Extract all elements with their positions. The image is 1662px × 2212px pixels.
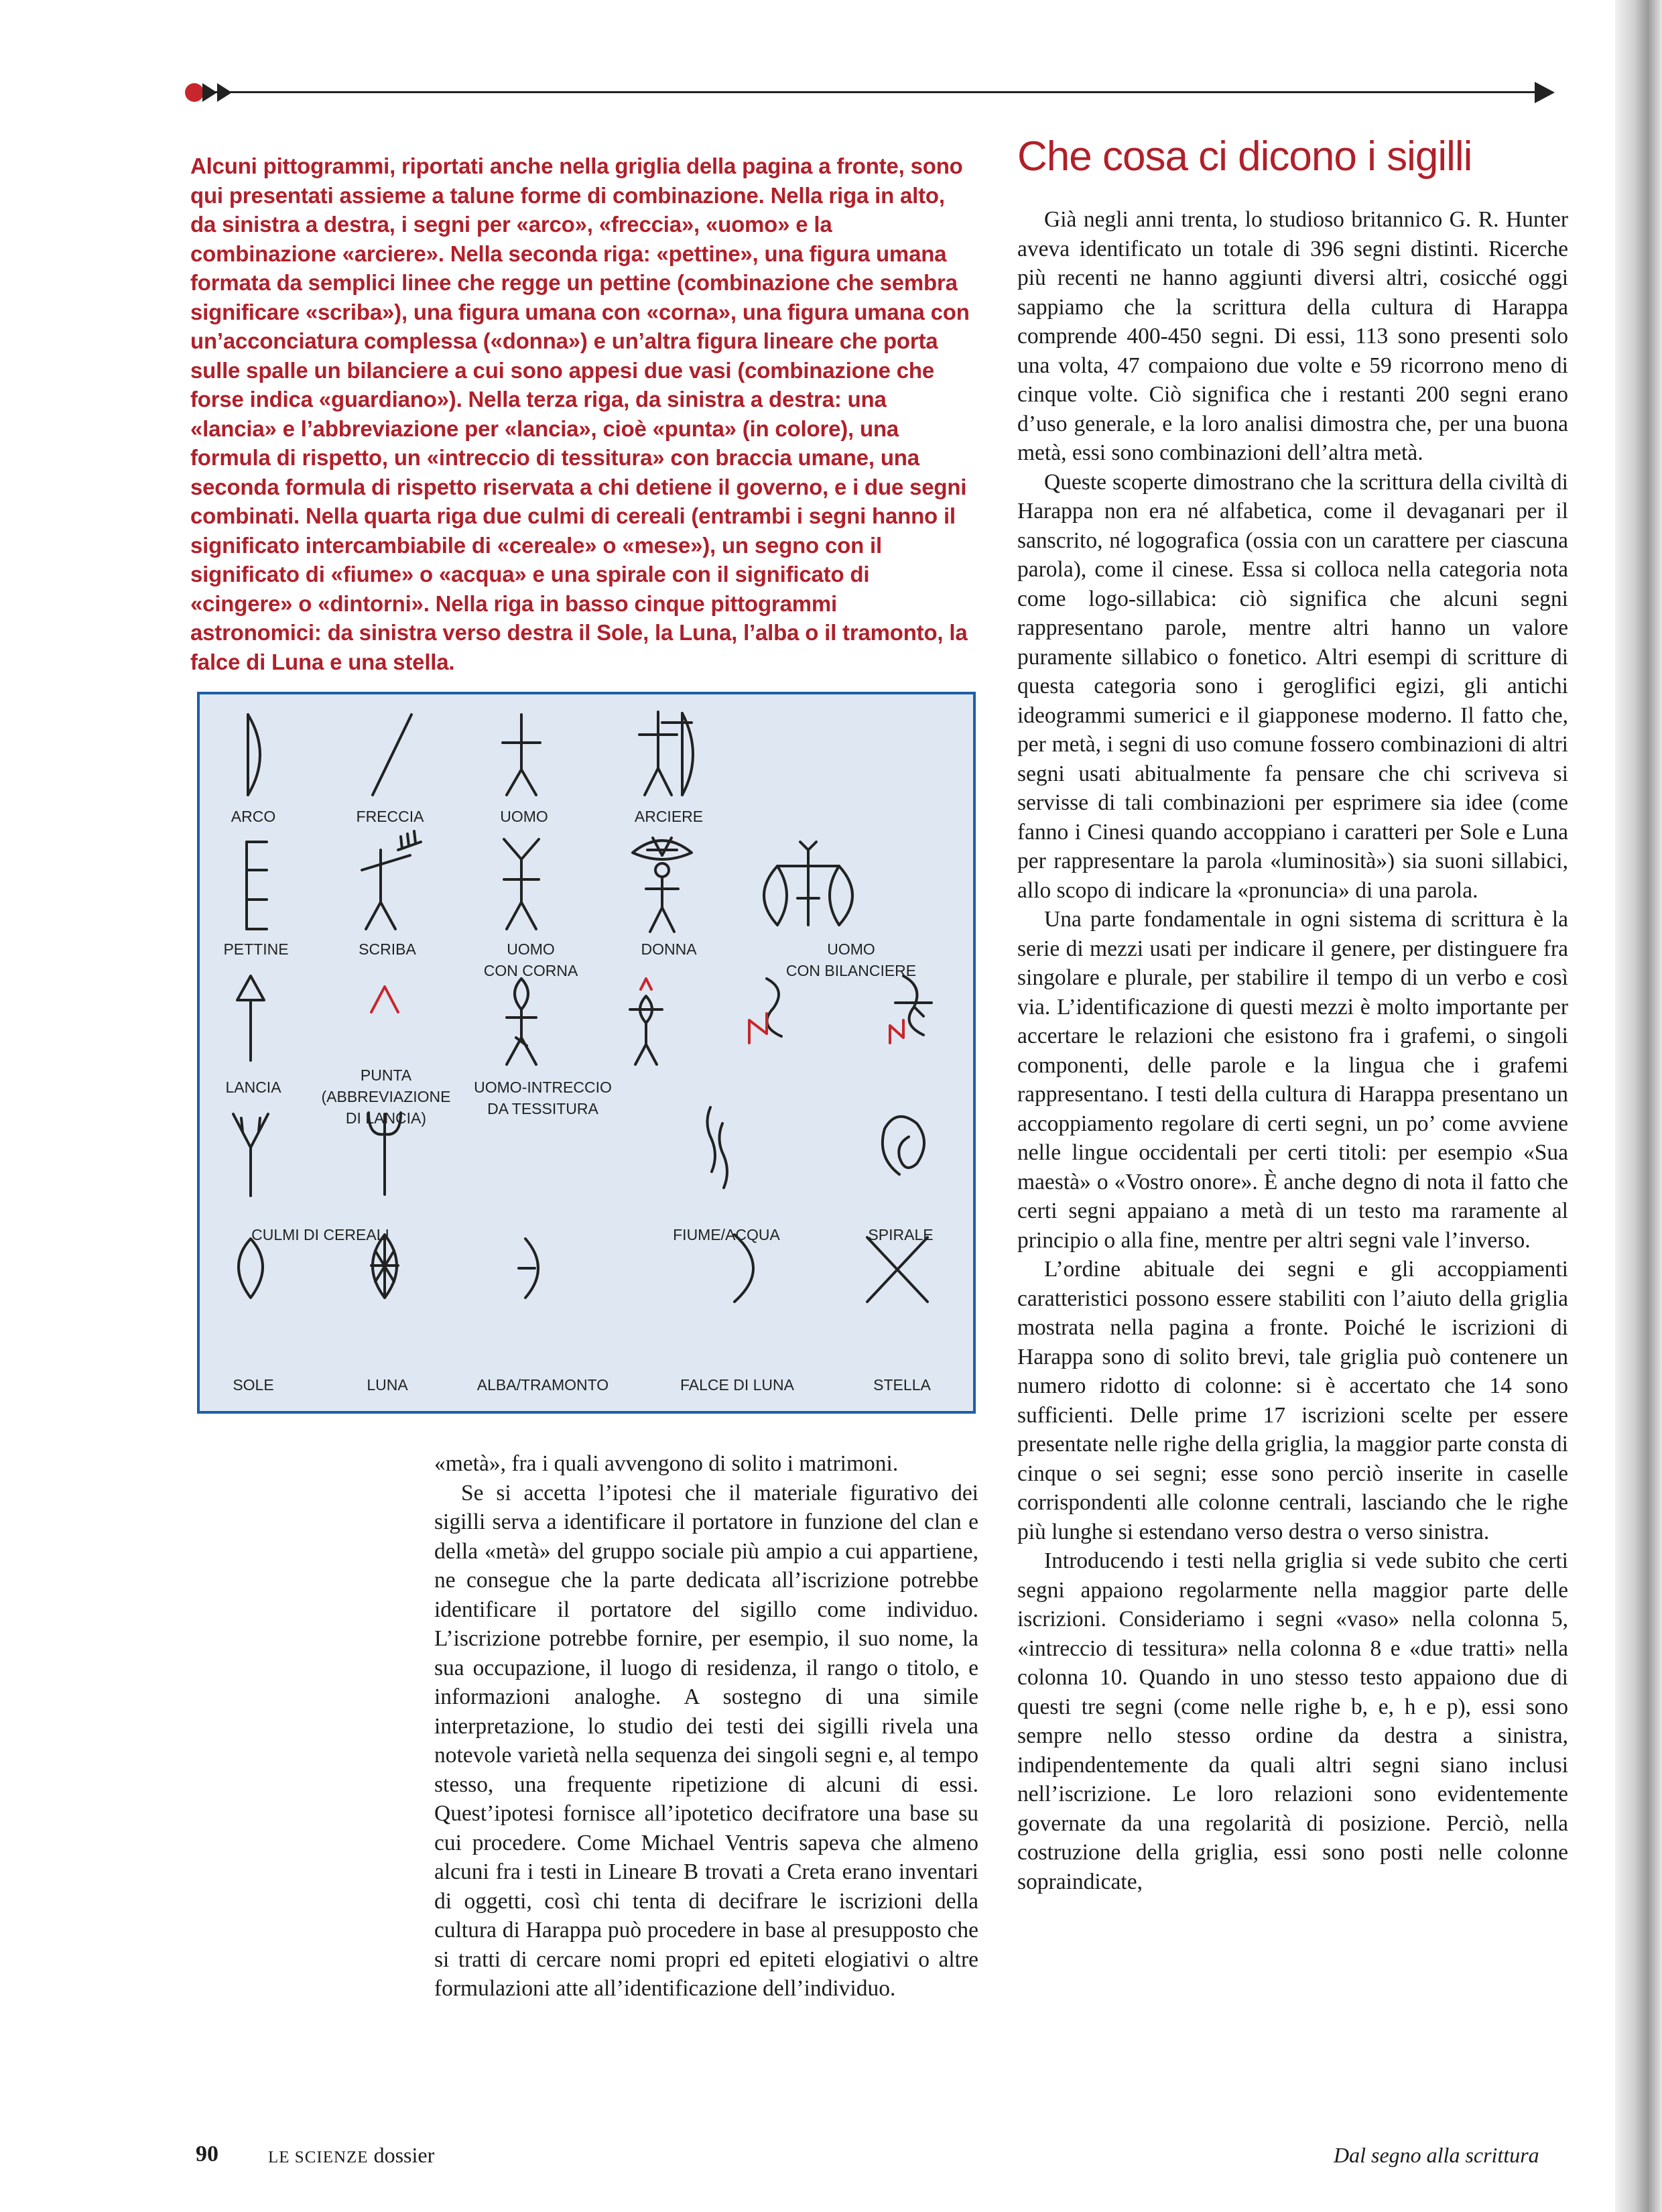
header-rule	[208, 91, 1548, 93]
punta-glyph	[371, 987, 398, 1012]
falce-di-luna-glyph	[734, 1235, 753, 1302]
paragraph: Una parte fondamentale in ogni sistema di scrittura è la serie di mezzi usati per indicare il genere, per distinguere fra singolare e plurale, per stabilire il tempo di un verbo e così via. L’identificazione di questi mezzi è molto importante per accertare le relazioni che esistono fra i grafemi, o singoli componenti, delle parole e la lingua che i grafemi rappresentano. I testi della cultura di Harappa presentano un accoppiamento regolare di certi segni, un po’ come avviene nelle lingue occidentali per certi titoli: per esempio «Sua maestà» o «Vostro onore». È anche degno di nota il fatto che certi segni appaiano a metà di un testo ma raramente al principio o alla fine, mentre per altri segni vale l’inverso.	[1017, 907, 1568, 1253]
magazine-name-rest: dossier	[373, 2143, 435, 2167]
arciere-glyph	[639, 712, 693, 795]
paragraph: Se si accetta l’ipotesi che il materiale figurativo dei sigilli serva a identificare il portatore in funzione del clan e della «metà» del gruppo sociale più ampio a cui appartiene, ne consegue che la parte dedicata all’iscrizione potrebbe identificare il portatore del sigillo come individuo. L’iscrizione potrebbe fornire, per esempio, il suo nome, la sua occupazione, il luogo di residenza, il rango o titolo, e informazioni analoghe. A sostegno di una simile interpretazione, lo studio dei testi dei sigilli rivela una notevole varietà nella sequenza dei singoli segni e, al tempo stesso, una frequente ripetizione di alcuni di essi. Quest’ipotesi fornisce all’ipotetico decifratore una base su cui procedere. Come Michael Ventris sapeva che almeno alcuni fra i testi in Lineare B trovati a Creta erano inventari di oggetti, così chi tenta di decifrare le iscrizioni della cultura di Harappa può procedere in base al presupposto che si tratti di cercare nomi propri ed epiteti elogiativi o altre formulazioni atte all’identificazione dell’individuo.	[434, 1480, 978, 2001]
label-punta-1: PUNTA	[360, 1066, 412, 1084]
arco-glyph	[248, 715, 260, 795]
label-punta-3: DI LANCIA)	[345, 1109, 427, 1127]
label-uomo-con-corna-2: CON CORNA	[483, 962, 578, 979]
label-intreccio-2: DA TESSITURA	[487, 1100, 598, 1117]
freccia-glyph	[373, 715, 411, 795]
label-intreccio-1: UOMO-INTRECCIO	[474, 1079, 612, 1096]
label-alba: ALBA/TRAMONTO	[476, 1376, 609, 1394]
middle-column-text	[434, 1449, 978, 2004]
pettine-glyph	[247, 842, 267, 929]
paragraph: Introducendo i testi nella griglia si vede subito che certi segni appaiono regolarmente nella maggior parte delle iscrizioni. Consideriamo i segni «vaso» nella colonna 5, «intreccio di tessitura» nella colonna 8 e «due tratti» nella colonna 10. Quando in uno stesso testo appaiono due di questi tre segni (come nelle righe b, e, h e p), essi sono sempre nello stesso ordine da destra a sinistra, indipendentemente da quali altri segni siano inclusi nell’iscrizione. Le loro relazioni sono evidentemente governate da una regolarità di posizione. Perciò, nella costruzione della griglia, essi sono posti nelle colonne sopraindicate,	[1017, 1548, 1568, 1894]
pictogram-figure	[197, 692, 976, 1414]
label-spirale: SPIRALE	[868, 1226, 934, 1243]
label-punta-2: (ABBREVIAZIONE	[321, 1088, 451, 1105]
paragraph: Queste scoperte dimostrano che la scrittura della civiltà di Harappa non era né alfabetica, come il devaganari per il sanscrito, né logografica (ossia con un carattere per ciascuna parola), come il cinese. Essa si colloca nella categoria nota come logo-sillabica: ciò significa che alcuni segni rappresentano parole, mentre altri hanno un valore puramente sillabico o fonetico. Altri esempi di scritture di questa categoria sono i geroglifici egizi, gli antichi ideogrammi sumerici e il giapponese moderno. Il fatto che, per metà, i segni di uso comune fossero combinazioni di altri segni usati abitualmente fa pensare che chi scriveva si servisse di tali combinazioni per esprimere sia idee (come fanno i Cinesi quando accoppiano i caratteri per Sole e Luna per rappresentare la parola «luminosità») sia suoni sillabici, allo scopo di indicare la «pronuncia» di una parola.	[1017, 469, 1568, 903]
paragraph: L’ordine abituale dei segni e gli accoppiamenti caratteristici possono essere stabiliti con l’aiuto della griglia mostrata nella pagina a fronte. Poiché le iscrizioni di Harappa sono di solito brevi, tale griglia può contenere un numero ridotto di colonne: si è accertato che 14 sono sufficienti. Delle prime 17 iscrizioni scelte per essere presentate nelle righe della griglia, la maggior parte consta di cinque o sei segni; esse sono perciò inserite in caselle corrispondenti alle colonne centrali, lasciando che le righe più lunghe si estendano verso destra o verso sinistra.	[1017, 1257, 1568, 1544]
culmo-cereale-1-glyph	[233, 1114, 268, 1196]
segni-combinati-glyph	[890, 976, 932, 1043]
header-red-dot	[185, 83, 204, 102]
fiume-acqua-glyph	[707, 1107, 727, 1188]
uomo-con-corna-glyph	[504, 839, 539, 929]
label-uomo-con-bilanciere-1: UOMO	[827, 940, 875, 958]
label-uomo-con-bilanciere-2: CON BILANCIERE	[785, 962, 917, 979]
stella-glyph	[867, 1237, 928, 1302]
formula-rispetto-glyph	[507, 979, 536, 1064]
magazine-name	[268, 2143, 434, 2168]
pictogram-drawing	[200, 694, 973, 1411]
label-culmi: CULMI DI CEREALI	[251, 1226, 389, 1243]
figure-caption: Alcuni pittogrammi, riportati anche nella griglia della pagina a fronte, sono qui presentati assieme a talune forme di combinazione. Nella riga in alto, da sinistra a destra, i segni per «arco», «freccia», «uomo» e la combinazione «arciere». Nella seconda riga: «pettine», una figura umana formata da semplici linee che regge un pettine (combinazione che sembra significare «scriba»), una figura umana con «corna», una figura umana con un’acconciatura complessa («donna») e un’altra figura lineare che porta sulle spalle un bilanciere a cui sono appesi due vasi (combinazione che forse indica «guardiano»). Nella terza riga, da sinistra a destra: una «lancia» e l’abbreviazione per «lancia», cioè «punta» (in colore), una formula di rispetto, un «intreccio di tessitura» con braccia umane, una seconda formula di rispetto riservata a chi detiene il governo, e i due segni combinati. Nella quarta riga due culmi di cereali (entrambi i segni hanno il significato intercambiabile di «cereale» o «mese»), un segno con il significato di «fiume» o «acqua» e una spirale con il significato di «cingere» o «dintorni». Nella riga in basso cinque pittogrammi astronomici: da sinistra verso destra il Sole, la Luna, l’alba o il tramonto, la falce di Luna e una stella.	[190, 153, 970, 674]
article-heading: Che cosa ci dicono i sigilli	[1017, 133, 1472, 180]
lancia-glyph	[237, 976, 264, 1060]
header-arrow-right-icon	[1535, 82, 1555, 103]
label-freccia: FRECCIA	[356, 808, 424, 825]
donna-glyph	[633, 838, 692, 932]
label-falce: FALCE DI LUNA	[680, 1376, 794, 1394]
magazine-name-sc: LE SCIENZE	[268, 2148, 369, 2166]
right-column-text	[1017, 205, 1568, 1896]
label-stella: STELLA	[873, 1376, 931, 1394]
sole-glyph	[239, 1239, 263, 1298]
label-luna: LUNA	[367, 1376, 408, 1394]
label-scriba: SCRIBA	[359, 940, 416, 958]
intreccio-glyph	[630, 979, 662, 1064]
label-arciere: ARCIERE	[634, 808, 704, 825]
seconda-formula-glyph	[749, 979, 781, 1043]
label-uomo: UOMO	[500, 808, 548, 825]
paragraph: «metà», fra i quali avvengono di solito i matrimoni.	[434, 1451, 899, 1476]
label-fiume: FIUME/ACQUA	[673, 1226, 780, 1243]
alba-tramonto-glyph	[519, 1239, 538, 1298]
label-pettine: PETTINE	[223, 940, 289, 958]
spirale-glyph	[883, 1117, 924, 1174]
label-arco: ARCO	[231, 808, 276, 825]
header-arrow-icon	[217, 83, 232, 102]
scriba-glyph	[362, 831, 421, 929]
luna-glyph	[371, 1235, 398, 1298]
uomo-con-bilanciere-glyph	[764, 842, 852, 925]
page-number: 90	[196, 2142, 218, 2166]
page-binding-shadow	[1615, 0, 1662, 2212]
label-uomo-con-corna-1: UOMO	[507, 940, 555, 958]
label-donna: DONNA	[641, 940, 697, 958]
label-sole: SOLE	[233, 1376, 274, 1394]
label-lancia: LANCIA	[225, 1079, 281, 1096]
header-arrow-icon	[202, 83, 217, 102]
section-title: Dal segno alla scrittura	[1334, 2143, 1539, 2167]
uomo-glyph	[503, 715, 540, 795]
paragraph: Già negli anni trenta, lo studioso britannico G. R. Hunter aveva identificato un totale di 396 segni distinti. Ricerche più recenti ne hanno aggiunti diversi altri, cosicché oggi sappiamo che la scrittura della cultura di Harappa comprende 400-450 segni. Di essi, 113 sono presenti solo una volta, 47 compaiono due volte e 59 ricorrono meno di cinque volte. Ciò significa che i restanti 200 segni erano d’uso generale, e la loro analisi dimostra che, per una buona metà, essi sono combinazioni dell’altra metà.	[1017, 207, 1568, 465]
